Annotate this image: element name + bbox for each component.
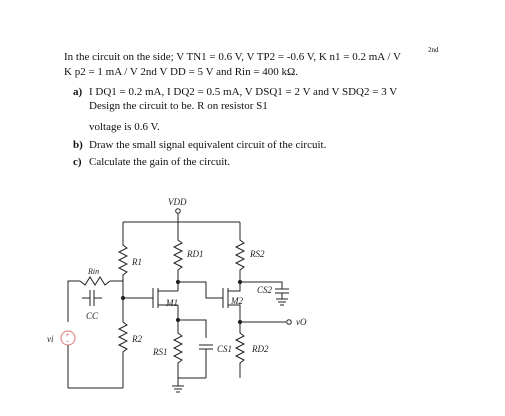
problem-line-2: K p2 = 1 mA / V 2nd V DD = 5 V and Rin = 400 kΩ. xyxy=(64,66,298,78)
part-b-label: b) xyxy=(73,139,83,151)
vo-label: vO xyxy=(296,317,307,327)
rd1-resistor xyxy=(174,222,182,282)
rs1-cs1-rail xyxy=(178,320,206,338)
m2-drain-stub xyxy=(228,305,240,322)
m1-label: M1 xyxy=(166,298,178,308)
rin-left-wire xyxy=(68,281,80,322)
vi-source-minus: − xyxy=(65,338,70,346)
part-a-label: a) xyxy=(73,86,83,98)
r2-resistor xyxy=(119,298,127,388)
vi-source-plus: + xyxy=(65,331,70,339)
rin-label: Rin xyxy=(88,267,100,276)
r2-label: R2 xyxy=(132,334,142,344)
cs1-label: CS1 xyxy=(217,344,233,354)
problem-line-1: In the circuit on the side; V TN1 = 0.6 V, V TP2 = -0.6 V, K n1 = 0.2 mA / V xyxy=(64,51,401,63)
cs2-label: CS2 xyxy=(257,285,273,295)
vi-label: vi xyxy=(47,334,54,344)
vdd-label: VDD xyxy=(168,197,187,207)
rs1-resistor xyxy=(174,320,182,378)
m2-label: M2 xyxy=(231,296,243,306)
vdd-terminal xyxy=(176,209,181,214)
cc-label: CC xyxy=(86,311,99,321)
part-a-line-3: voltage is 0.6 V. xyxy=(89,121,160,133)
rin-right-wire xyxy=(110,281,123,298)
part-b-text: Draw the small signal equivalent circuit of the circuit. xyxy=(89,139,327,151)
rd2-resistor xyxy=(236,322,244,378)
rs2-label: RS2 xyxy=(250,249,265,259)
part-a-line-2: Design the circuit to be. R on resistor S1 xyxy=(89,100,268,112)
rs2-resistor xyxy=(236,222,244,282)
rd2-label: RD2 xyxy=(252,344,269,354)
part-a-line-1: I DQ1 = 0.2 mA, I DQ2 = 0.5 mA, V DSQ1 = 2 V and V SDQ2 = 3 V xyxy=(89,86,398,98)
m2-source-stub xyxy=(228,282,240,291)
part-c-text: Calculate the gain of the circuit. xyxy=(89,156,231,168)
m1-to-m2-wire xyxy=(178,282,223,298)
superscript-2nd: 2nd xyxy=(428,46,439,54)
r1-label: R1 xyxy=(132,257,142,267)
rin-resistor xyxy=(80,277,110,285)
part-c-label: c) xyxy=(73,156,82,168)
vo-terminal xyxy=(287,320,292,325)
rs1-label: RS1 xyxy=(153,347,168,357)
rd1-label: RD1 xyxy=(187,249,204,259)
